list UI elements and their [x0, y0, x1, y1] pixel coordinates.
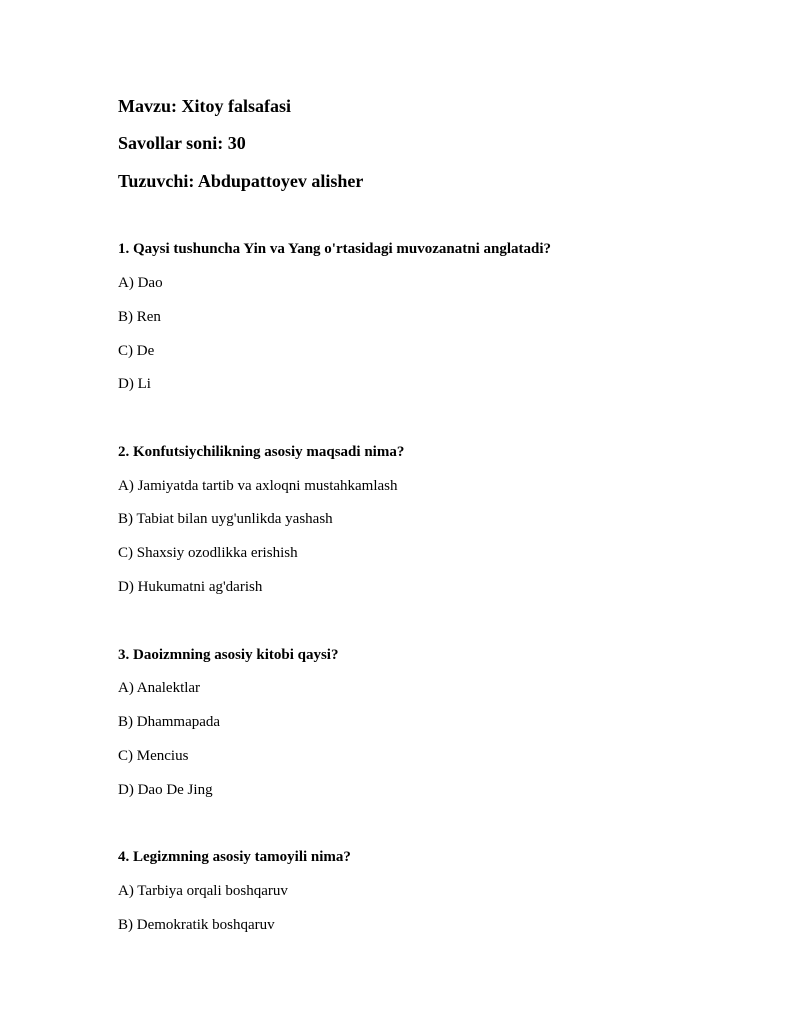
question-2-option-b: B) Tabiat bilan uyg'unlikda yashash: [118, 511, 333, 527]
question-1-option-a: A) Dao: [118, 275, 163, 291]
question-2-option-a: A) Jamiyatda tartib va axloqni mustahkamlash: [118, 478, 398, 494]
question-title-1: 1. Qaysi tushuncha Yin va Yang o'rtasidagi muvozanatni anglatadi?: [118, 241, 552, 257]
document-topic: Mavzu: Xitoy falsafasi: [118, 96, 291, 116]
question-4-option-b: B) Demokratik boshqaruv: [118, 917, 275, 933]
question-count: Savollar soni: 30: [118, 133, 246, 153]
question-2-option-c: C) Shaxsiy ozodlikka erishish: [118, 545, 298, 561]
question-3-option-c: C) Mencius: [118, 748, 189, 764]
question-1-option-d: D) Li: [118, 376, 151, 392]
question-1-option-c: C) De: [118, 343, 155, 359]
question-3-option-a: A) Analektlar: [118, 680, 201, 696]
question-3-option-d: D) Dao De Jing: [118, 782, 213, 798]
question-1-option-b: B) Ren: [118, 309, 161, 325]
question-title-4: 4. Legizmning asosiy tamoyili nima?: [118, 849, 351, 865]
question-3-option-b: B) Dhammapada: [118, 714, 221, 730]
question-title-3: 3. Daoizmning asosiy kitobi qaysi?: [118, 647, 339, 663]
question-4-option-a: A) Tarbiya orqali boshqaruv: [118, 883, 288, 899]
document-page: [118, 0, 760, 1035]
question-title-2: 2. Konfutsiychilikning asosiy maqsadi nima?: [118, 444, 405, 460]
question-2-option-d: D) Hukumatni ag'darish: [118, 579, 263, 595]
document-author: Tuzuvchi: Abdupattoyev alisher: [118, 171, 364, 191]
